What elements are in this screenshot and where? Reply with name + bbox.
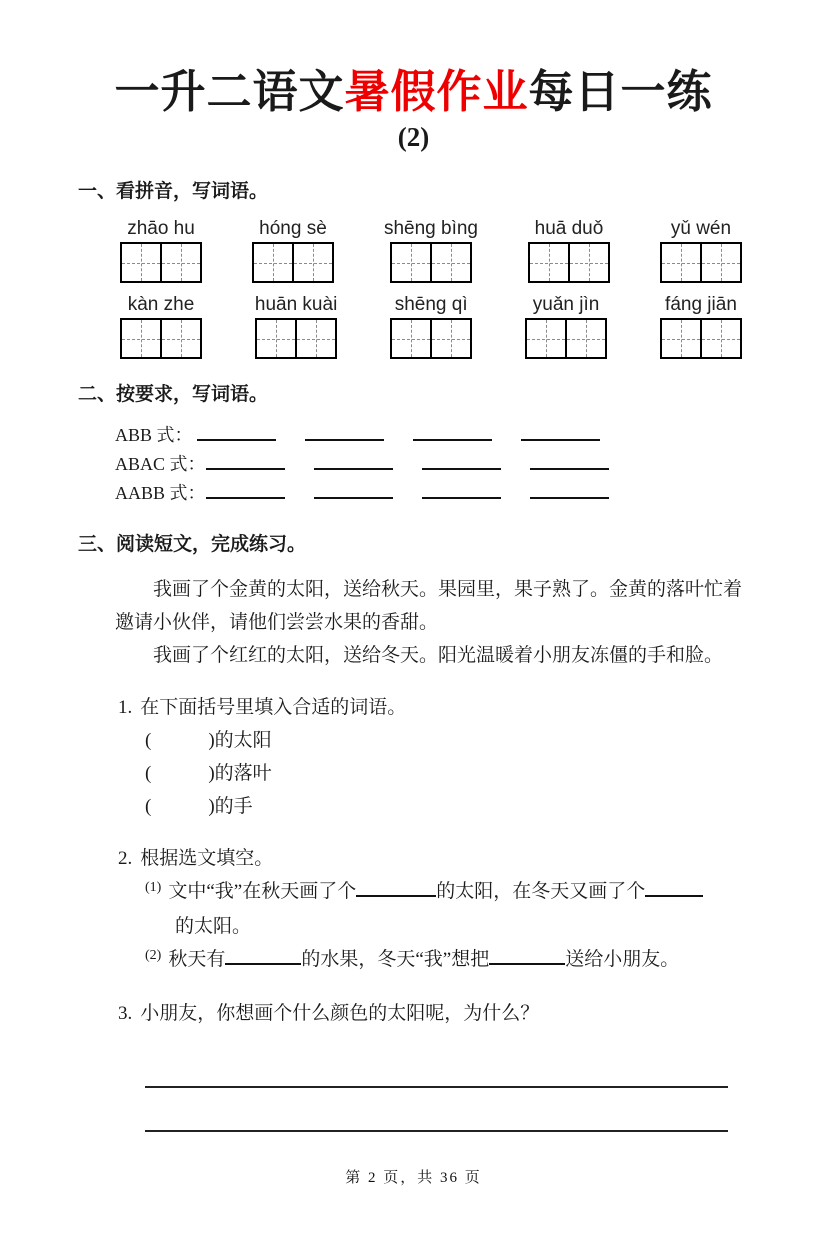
question-text: 根据选文填空。 xyxy=(140,848,274,869)
writing-cell xyxy=(565,320,605,357)
pinyin-column xyxy=(390,294,472,359)
word-row-label: ABAC 式： xyxy=(115,454,206,474)
writing-cell xyxy=(122,320,160,357)
writing-cell xyxy=(430,320,470,357)
sub-question-text: 的太阳，在冬天又画了个 xyxy=(436,881,646,902)
fill-blank xyxy=(489,949,565,965)
blank-line xyxy=(314,452,393,470)
question-number: 3. xyxy=(118,1003,133,1024)
passage-paragraph-2: 我画了个红红的太阳，送给冬天。阳光温暖着小朋友冻僵的手和脸。 xyxy=(153,645,724,666)
pinyin-label: shēng bìng xyxy=(383,218,478,239)
sub-question-marker: (2) xyxy=(145,948,162,963)
writing-cell xyxy=(257,320,295,357)
tianzige-box xyxy=(255,318,337,359)
pinyin-column xyxy=(120,294,202,359)
word-row-label: AABB 式： xyxy=(115,483,206,503)
pinyin-column xyxy=(660,218,742,283)
writing-cell xyxy=(160,320,200,357)
sub-question-text: 文中“我”在秋天画了个 xyxy=(168,881,357,902)
tianzige-box xyxy=(252,242,334,283)
tianzige-box xyxy=(660,242,742,283)
word-row-abac xyxy=(115,450,827,478)
writing-cell xyxy=(122,244,160,281)
writing-cell xyxy=(530,244,568,281)
title-left: 一升二语文 xyxy=(114,67,345,117)
question-1-items xyxy=(145,724,827,823)
pinyin-column xyxy=(384,218,478,283)
sub-question-text: 的水果，冬天“我”想把 xyxy=(301,949,490,970)
fill-blank xyxy=(225,949,301,965)
writing-cell xyxy=(700,244,740,281)
pinyin-label: kàn zhe xyxy=(127,294,195,315)
fill-blank xyxy=(356,881,436,897)
section-1-heading: 一、看拼音，写词语。 xyxy=(78,181,269,202)
writing-cell xyxy=(295,320,335,357)
tianzige-box xyxy=(120,242,202,283)
pinyin-row-2 xyxy=(120,294,742,359)
question-text: 小朋友，你想画个什么颜色的太阳呢，为什么？ xyxy=(140,1003,540,1024)
blank-line xyxy=(422,452,501,470)
pinyin-label: yǔ wén xyxy=(670,218,732,239)
bracket-fill-item: ( )的落叶 xyxy=(145,763,272,784)
writing-cell xyxy=(527,320,565,357)
word-row-abb xyxy=(115,421,827,449)
bracket-fill-item: ( )的手 xyxy=(145,796,253,817)
tianzige-box xyxy=(525,318,607,359)
sub-question-text: 秋天有 xyxy=(168,949,226,970)
writing-cell xyxy=(292,244,332,281)
writing-cell xyxy=(392,320,430,357)
blank-line xyxy=(197,423,276,441)
word-row-aabb xyxy=(115,479,827,507)
writing-cell xyxy=(430,244,470,281)
pinyin-label: yuǎn jìn xyxy=(532,294,600,315)
sub-question-text: 送给小朋友。 xyxy=(565,949,680,970)
pinyin-column xyxy=(255,294,337,359)
tianzige-box xyxy=(390,242,472,283)
blank-line xyxy=(413,423,492,441)
question-1 xyxy=(118,691,827,724)
answer-line xyxy=(145,1088,728,1132)
blank-line xyxy=(305,423,384,441)
pinyin-label: shēng qì xyxy=(394,294,468,315)
question-2 xyxy=(118,842,827,875)
writing-cell xyxy=(160,244,200,281)
sub-question-text: 的太阳。 xyxy=(175,916,252,937)
worksheet-title xyxy=(0,66,827,118)
question-2-sub-2 xyxy=(145,943,827,978)
pinyin-label: huān kuài xyxy=(254,294,338,315)
blank-line xyxy=(314,481,393,499)
pinyin-column xyxy=(252,218,334,283)
blank-line xyxy=(206,481,285,499)
page-footer: 第 2 页，共 36 页 xyxy=(345,1170,482,1186)
pinyin-column xyxy=(528,218,610,283)
section-2-heading: 二、按要求，写词语。 xyxy=(78,384,269,405)
question-number: 1. xyxy=(118,697,133,718)
passage-paragraph-1: 我画了个金黄的太阳，送给秋天。果园里，果子熟了。金黄的落叶忙着邀请小伙伴，请他们尝尝水果的香甜。 xyxy=(115,579,743,633)
writing-cell xyxy=(700,320,740,357)
bracket-fill-item: ( )的太阳 xyxy=(145,730,272,751)
pinyin-column xyxy=(120,218,202,283)
answer-line xyxy=(145,1044,728,1088)
reading-passage xyxy=(115,573,747,672)
pinyin-grid-block xyxy=(120,218,742,359)
pinyin-label: fáng jiān xyxy=(665,294,737,315)
tianzige-box xyxy=(120,318,202,359)
tianzige-box xyxy=(390,318,472,359)
writing-cell xyxy=(662,320,700,357)
pinyin-label: huā duǒ xyxy=(534,218,604,239)
writing-cell xyxy=(662,244,700,281)
question-number: 2. xyxy=(118,848,133,869)
blank-line xyxy=(530,481,609,499)
title-highlight-red: 暑假作业 xyxy=(344,67,529,117)
question-block xyxy=(118,691,827,1030)
word-pattern-rows xyxy=(115,421,827,507)
tianzige-box xyxy=(528,242,610,283)
section-3-heading: 三、阅读短文，完成练习。 xyxy=(78,534,307,555)
pinyin-label: zhāo hu xyxy=(127,218,195,239)
pinyin-label: hóng sè xyxy=(259,218,327,239)
pinyin-column xyxy=(660,294,742,359)
writing-cell xyxy=(392,244,430,281)
answer-area xyxy=(145,1044,728,1132)
question-3 xyxy=(118,997,827,1030)
pinyin-column xyxy=(525,294,607,359)
blank-line xyxy=(206,452,285,470)
pinyin-row-1 xyxy=(120,218,742,283)
blank-line xyxy=(422,481,501,499)
sub-question-marker: (1) xyxy=(145,880,162,895)
writing-cell xyxy=(254,244,292,281)
blank-line xyxy=(530,452,609,470)
word-row-label: ABB 式： xyxy=(115,425,193,445)
fill-blank xyxy=(645,881,703,897)
worksheet-subtitle: (2) xyxy=(397,122,430,152)
question-text: 在下面括号里填入合适的词语。 xyxy=(140,697,407,718)
question-2-sub-1 xyxy=(145,875,827,943)
blank-line xyxy=(521,423,600,441)
writing-cell xyxy=(568,244,608,281)
tianzige-box xyxy=(660,318,742,359)
title-right: 每日一练 xyxy=(528,67,713,117)
